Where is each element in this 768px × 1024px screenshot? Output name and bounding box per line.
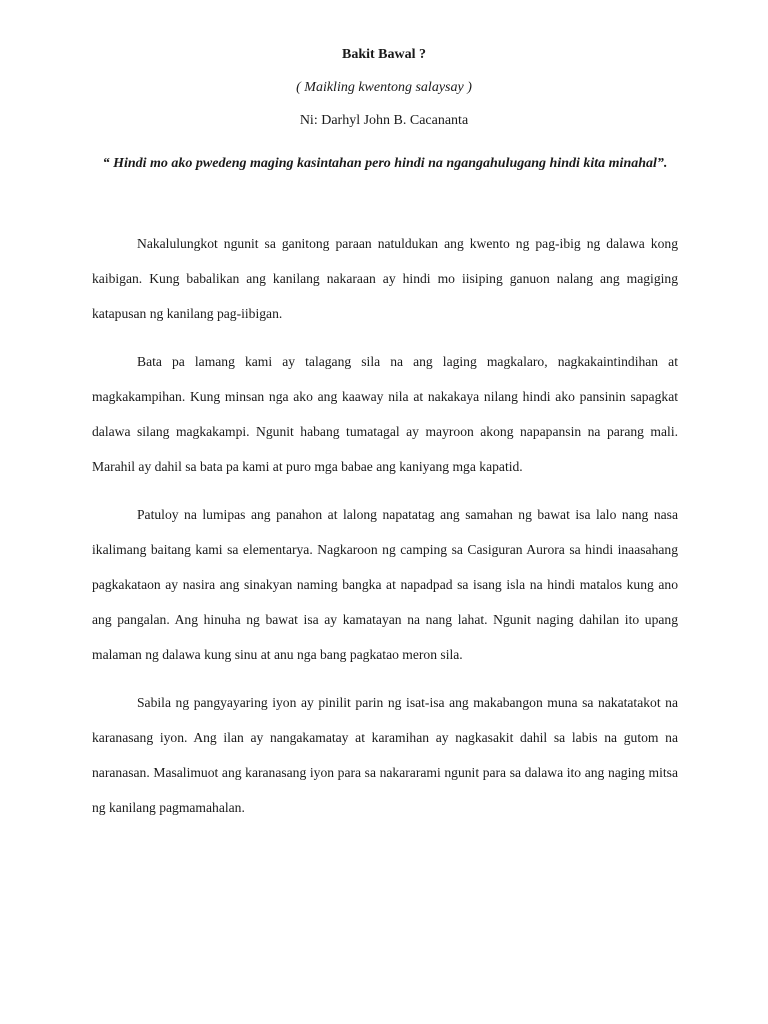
author-line: Ni: Darhyl John B. Cacananta: [299, 113, 469, 128]
paragraph: Bata pa lamang kami ay talagang sila na ang laging magkalaro, nagkakaintindihan at magkakampihan. Kung minsan nga ako ang kaaway nila at nakakaya nilang hindi ako pansinin sapagkat dalawa silang magkakampi. Ngunit habang tumatagal ay mayroon akong napapansin na parang mali. Marahil ay dahil sa bata pa kami at puro mga babae ang kaniyang mga kapatid.: [92, 354, 678, 474]
paragraph: Nakalulungkot ngunit sa ganitong paraan natuldukan ang kwento ng pag-ibig ng dalawa kong kaibigan. Kung babalikan ang kanilang nakaraan ay hindi mo iisiping ganuon nalang ang magiging katapusan ng kanilang pag-iibigan.: [92, 236, 678, 321]
document-title: Bakit Bawal ?: [341, 47, 426, 62]
paragraph: Sabila ng pangyayaring iyon ay pinilit parin ng isat-isa ang makabangon muna sa nakatatakot na karanasang iyon. Ang ilan ay nangakamatay at karamihan ay nagkasakit dahil sa labis na gutom na naranasan. Masalimuot ang karanasang iyon para sa nakararami ngunit para sa dalawa ito ang naging mitsa ng kanilang pagmamahalan.: [92, 695, 678, 815]
document-subtitle: ( Maikling kwentong salaysay ): [296, 80, 472, 95]
paragraph: Patuloy na lumipas ang panahon at lalong napatatag ang samahan ng bawat isa lalo nang nasa ikalimang baitang kami sa elementarya. Nagkaroon ng camping sa Casiguran Aurora sa hindi inaasahang pagkakataon ay nasira ang sinakyan naming bangka at napadpad sa isang isla na hindi matalos kung ano ang pangalan. Ang hinuha ng bawat isa ay kamatayan na nang lahat. Ngunit naging dahilan ito upang malaman ng dalawa kung sinu at anu nga bang pagkatao meron sila.: [92, 507, 678, 662]
opening-quote: “ Hindi mo ako pwedeng maging kasintahan pero hindi na ngangahulugang hindi kita minahal”.: [102, 156, 668, 171]
story-body: [92, 226, 678, 838]
